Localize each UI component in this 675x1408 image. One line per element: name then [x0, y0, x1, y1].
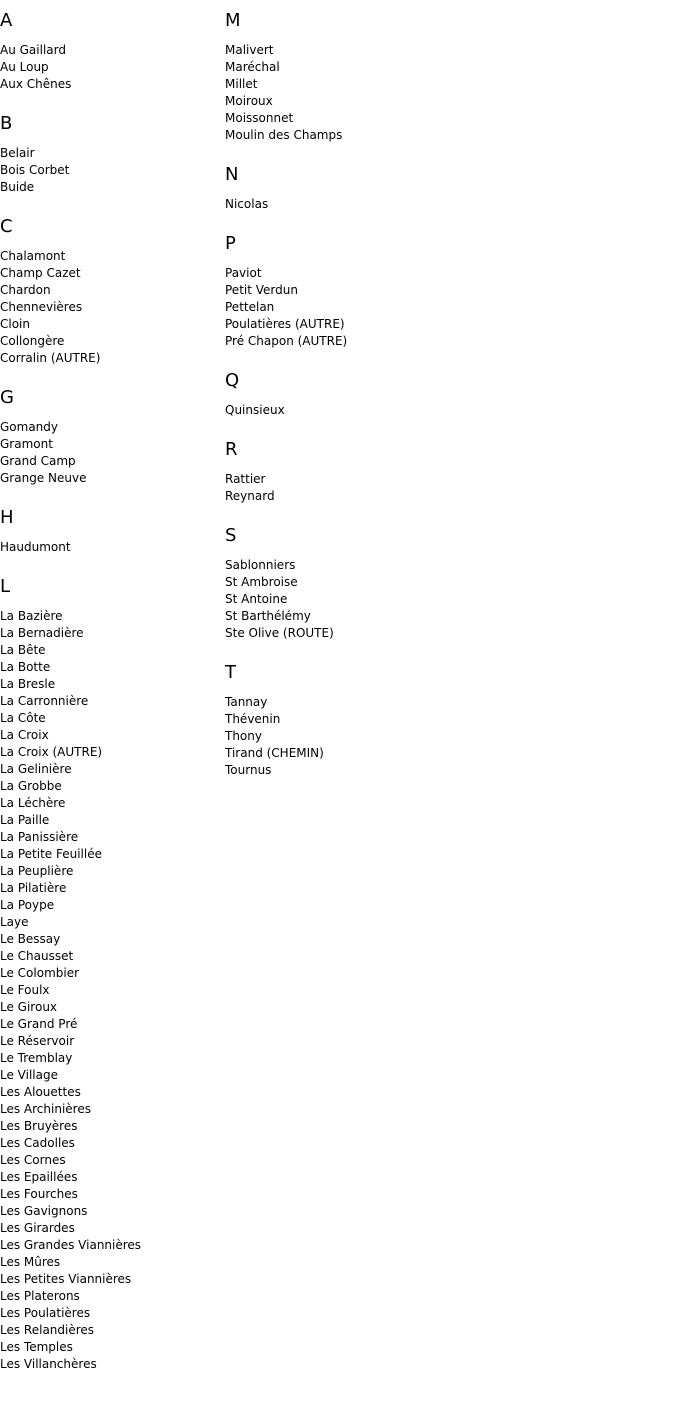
street-link-nicolas[interactable]: Nicolas: [225, 197, 269, 211]
street-link-les-fourches[interactable]: Les Fourches: [0, 1187, 78, 1201]
street-link-les-cornes[interactable]: Les Cornes: [0, 1153, 66, 1167]
street-link-au-gaillard[interactable]: Au Gaillard: [0, 43, 66, 57]
street-link-la-carronniere[interactable]: La Carronnière: [0, 694, 89, 708]
letter-heading-r: R: [225, 439, 238, 460]
street-list: [225, 402, 525, 419]
street-link-haudumont[interactable]: Haudumont: [0, 540, 71, 554]
street-link-grange-neuve[interactable]: Grange Neuve: [0, 471, 87, 485]
street-link-les-poulatieres[interactable]: Les Poulatières: [0, 1306, 91, 1320]
street-link-reynard[interactable]: Reynard: [225, 489, 275, 503]
street-link-le-reservoir[interactable]: Le Réservoir: [0, 1034, 75, 1048]
group-spacer: [0, 556, 220, 576]
letter-group-c: [0, 216, 220, 367]
street-link-bois-corbet[interactable]: Bois Corbet: [0, 163, 70, 177]
letter-group-t: [225, 662, 525, 779]
street-link-la-bresle[interactable]: La Bresle: [0, 677, 56, 691]
street-link-tirand-chemin[interactable]: Tirand (CHEMIN): [225, 746, 324, 760]
street-link-moissonnet[interactable]: Moissonnet: [225, 111, 294, 125]
street-list: [0, 42, 220, 93]
street-link-les-bruyeres[interactable]: Les Bruyères: [0, 1119, 78, 1133]
street-link-le-bessay[interactable]: Le Bessay: [0, 932, 61, 946]
street-link-chennevieres[interactable]: Chennevières: [0, 300, 83, 314]
group-spacer: [0, 93, 220, 113]
letter-group-p: [225, 233, 525, 350]
index-column-right: [225, 10, 525, 779]
letter-heading-p: P: [225, 233, 236, 254]
street-link-le-village[interactable]: Le Village: [0, 1068, 58, 1082]
group-spacer: [225, 350, 525, 370]
street-link-poulatieres-autre[interactable]: Poulatières (AUTRE): [225, 317, 345, 331]
letter-heading-c: C: [0, 216, 13, 237]
letter-group-g: [0, 387, 220, 487]
street-link-la-panissiere[interactable]: La Panissière: [0, 830, 79, 844]
street-list: [0, 608, 220, 1373]
letter-heading-b: B: [0, 113, 13, 134]
street-link-pettelan[interactable]: Pettelan: [225, 300, 275, 314]
street-link-les-alouettes[interactable]: Les Alouettes: [0, 1085, 81, 1099]
group-spacer: [225, 213, 525, 233]
group-spacer: [225, 505, 525, 525]
street-list: [225, 471, 525, 505]
letter-heading-l: L: [0, 576, 11, 597]
street-list: [225, 265, 525, 350]
street-link-les-relandieres[interactable]: Les Relandières: [0, 1323, 95, 1337]
street-link-moulin-des-champs[interactable]: Moulin des Champs: [225, 128, 343, 142]
street-link-les-gavignons[interactable]: Les Gavignons: [0, 1204, 88, 1218]
street-link-au-loup[interactable]: Au Loup: [0, 60, 49, 74]
letter-group-n: [225, 164, 525, 213]
street-link-grand-camp[interactable]: Grand Camp: [0, 454, 76, 468]
street-link-la-baziere[interactable]: La Bazière: [0, 609, 63, 623]
street-link-rattier[interactable]: Rattier: [225, 472, 266, 486]
street-list: [0, 539, 220, 556]
street-list: [0, 145, 220, 196]
street-list: [225, 694, 525, 779]
letter-group-s: [225, 525, 525, 642]
street-link-les-archinieres[interactable]: Les Archinières: [0, 1102, 91, 1116]
street-link-quinsieux[interactable]: Quinsieux: [225, 403, 285, 417]
street-link-collongere[interactable]: Collongère: [0, 334, 65, 348]
street-list: [225, 42, 525, 144]
street-link-la-peupliere[interactable]: La Peuplière: [0, 864, 74, 878]
street-link-le-giroux[interactable]: Le Giroux: [0, 1000, 58, 1014]
street-link-les-platerons[interactable]: Les Platerons: [0, 1289, 80, 1303]
letter-heading-h: H: [0, 507, 14, 528]
street-link-les-girardes[interactable]: Les Girardes: [0, 1221, 75, 1235]
street-link-malivert[interactable]: Malivert: [225, 43, 274, 57]
street-link-moiroux[interactable]: Moiroux: [225, 94, 273, 108]
street-list: [225, 557, 525, 642]
group-spacer: [225, 419, 525, 439]
group-spacer: [0, 367, 220, 387]
letter-group-m: [225, 10, 525, 144]
letter-group-a: [0, 10, 220, 93]
street-link-pre-chapon-autre[interactable]: Pré Chapon (AUTRE): [225, 334, 348, 348]
street-link-champ-cazet[interactable]: Champ Cazet: [0, 266, 81, 280]
street-link-les-cadolles[interactable]: Les Cadolles: [0, 1136, 75, 1150]
group-spacer: [225, 144, 525, 164]
street-link-st-barthelemy[interactable]: St Barthélémy: [225, 609, 311, 623]
street-link-marechal[interactable]: Maréchal: [225, 60, 280, 74]
group-spacer: [0, 487, 220, 507]
street-link-le-tremblay[interactable]: Le Tremblay: [0, 1051, 73, 1065]
street-link-la-petite-feuillee[interactable]: La Petite Feuillée: [0, 847, 102, 861]
street-link-tournus[interactable]: Tournus: [225, 763, 272, 777]
street-link-la-geliniere[interactable]: La Gelinière: [0, 762, 72, 776]
street-link-st-antoine[interactable]: St Antoine: [225, 592, 288, 606]
street-list: [0, 248, 220, 367]
street-link-belair[interactable]: Belair: [0, 146, 35, 160]
letter-heading-n: N: [225, 164, 239, 185]
street-link-thony[interactable]: Thony: [225, 729, 262, 743]
letter-group-b: [0, 113, 220, 196]
letter-heading-a: A: [0, 10, 13, 31]
letter-heading-s: S: [225, 525, 237, 546]
street-link-aux-chenes[interactable]: Aux Chênes: [0, 77, 72, 91]
street-link-le-chausset[interactable]: Le Chausset: [0, 949, 74, 963]
street-link-gramont[interactable]: Gramont: [0, 437, 53, 451]
street-link-la-bete[interactable]: La Bête: [0, 643, 46, 657]
street-link-le-colombier[interactable]: Le Colombier: [0, 966, 80, 980]
street-list: [0, 419, 220, 487]
street-link-st-ambroise[interactable]: St Ambroise: [225, 575, 298, 589]
letter-group-h: [0, 507, 220, 556]
street-link-chalamont[interactable]: Chalamont: [0, 249, 66, 263]
street-link-millet[interactable]: Millet: [225, 77, 258, 91]
group-spacer: [0, 196, 220, 216]
street-link-la-croix-autre[interactable]: La Croix (AUTRE): [0, 745, 103, 759]
letter-heading-m: M: [225, 10, 241, 31]
group-spacer: [225, 642, 525, 662]
street-link-les-grandes-viannieres[interactable]: Les Grandes Viannières: [0, 1238, 142, 1252]
street-link-la-poype[interactable]: La Poype: [0, 898, 55, 912]
street-link-la-cote[interactable]: La Côte: [0, 711, 46, 725]
street-link-corralin-autre[interactable]: Corralin (AUTRE): [0, 351, 101, 365]
letter-group-r: [225, 439, 525, 505]
street-link-petit-verdun[interactable]: Petit Verdun: [225, 283, 298, 297]
street-link-les-mures[interactable]: Les Mûres: [0, 1255, 61, 1269]
street-link-les-temples[interactable]: Les Temples: [0, 1340, 73, 1354]
letter-group-l: [0, 576, 220, 1373]
street-link-laye[interactable]: Laye: [0, 915, 29, 929]
street-link-ste-olive-route[interactable]: Ste Olive (ROUTE): [225, 626, 334, 640]
street-link-le-foulx[interactable]: Le Foulx: [0, 983, 50, 997]
street-link-thevenin[interactable]: Thévenin: [225, 712, 281, 726]
street-link-chardon[interactable]: Chardon: [0, 283, 51, 297]
letter-heading-g: G: [0, 387, 14, 408]
street-link-sablonniers[interactable]: Sablonniers: [225, 558, 296, 572]
street-link-les-epaillees[interactable]: Les Epaillées: [0, 1170, 78, 1184]
street-list: [225, 196, 525, 213]
street-link-la-paille[interactable]: La Paille: [0, 813, 50, 827]
letter-group-q: [225, 370, 525, 419]
street-link-la-lechere[interactable]: La Léchère: [0, 796, 66, 810]
street-link-la-croix[interactable]: La Croix: [0, 728, 49, 742]
street-link-la-botte[interactable]: La Botte: [0, 660, 51, 674]
street-link-cloin[interactable]: Cloin: [0, 317, 30, 331]
street-link-les-petites-viannieres[interactable]: Les Petites Viannières: [0, 1272, 132, 1286]
street-link-le-grand-pre[interactable]: Le Grand Pré: [0, 1017, 78, 1031]
letter-heading-q: Q: [225, 370, 240, 391]
street-link-gomandy[interactable]: Gomandy: [0, 420, 59, 434]
index-column-left: [0, 10, 220, 1373]
letter-heading-t: T: [225, 662, 236, 683]
street-link-la-bernadiere[interactable]: La Bernadière: [0, 626, 84, 640]
street-link-la-grobbe[interactable]: La Grobbe: [0, 779, 62, 793]
street-link-les-villancheres[interactable]: Les Villanchères: [0, 1357, 97, 1371]
street-link-paviot[interactable]: Paviot: [225, 266, 262, 280]
street-link-la-pilatiere[interactable]: La Pilatière: [0, 881, 67, 895]
street-link-buide[interactable]: Buide: [0, 180, 35, 194]
street-link-tannay[interactable]: Tannay: [225, 695, 268, 709]
